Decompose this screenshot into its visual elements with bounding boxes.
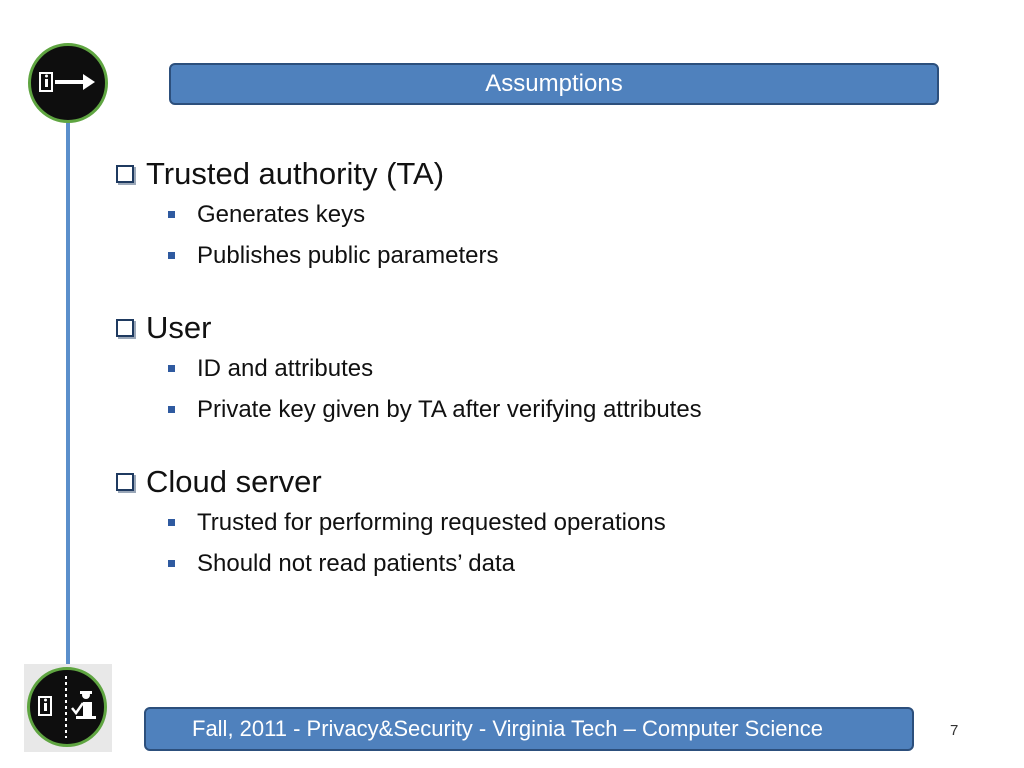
list-item: [168, 348, 976, 389]
square-bullet-icon: [168, 252, 175, 259]
list-item-text: Trusted for performing requested operations: [197, 508, 666, 536]
list-item-text: Private key given by TA after verifying attributes: [197, 395, 702, 423]
square-bullet-icon: [168, 519, 175, 526]
checkbox-bullet-icon: [116, 473, 134, 491]
list-item: [168, 194, 976, 235]
footer-bar: [144, 707, 914, 751]
section-heading-text: User: [146, 310, 212, 345]
square-bullet-icon: [168, 365, 175, 372]
list-item-text: Publishes public parameters: [197, 241, 499, 269]
slide-content: [116, 154, 976, 584]
section-heading: [116, 308, 976, 348]
page-number: 7: [950, 722, 959, 739]
list-item: [168, 389, 976, 430]
checkbox-bullet-icon: [116, 319, 134, 337]
section-heading: [116, 462, 976, 502]
list-item-text: Generates keys: [197, 200, 366, 228]
section-heading-text: Cloud server: [146, 464, 322, 499]
square-bullet-icon: [168, 560, 175, 567]
decorative-vertical-line: [66, 120, 70, 668]
list-item: [168, 235, 976, 276]
square-bullet-icon: [168, 211, 175, 218]
exit-door-arrow-icon: [28, 43, 108, 123]
list-item: [168, 543, 976, 584]
list-item-text: Should not read patients’ data: [197, 549, 516, 577]
square-bullet-icon: [168, 406, 175, 413]
door-security-guard-icon: [27, 667, 107, 747]
section-heading-text: Trusted authority (TA): [146, 156, 445, 191]
list-item: [168, 502, 976, 543]
footer-text: Fall, 2011 - Privacy&Security - Virginia Tech – Computer Science: [192, 716, 823, 741]
checkbox-bullet-icon: [116, 165, 134, 183]
slide-title: Assumptions: [169, 63, 939, 105]
list-item-text: ID and attributes: [197, 354, 374, 382]
section-heading: [116, 154, 976, 194]
